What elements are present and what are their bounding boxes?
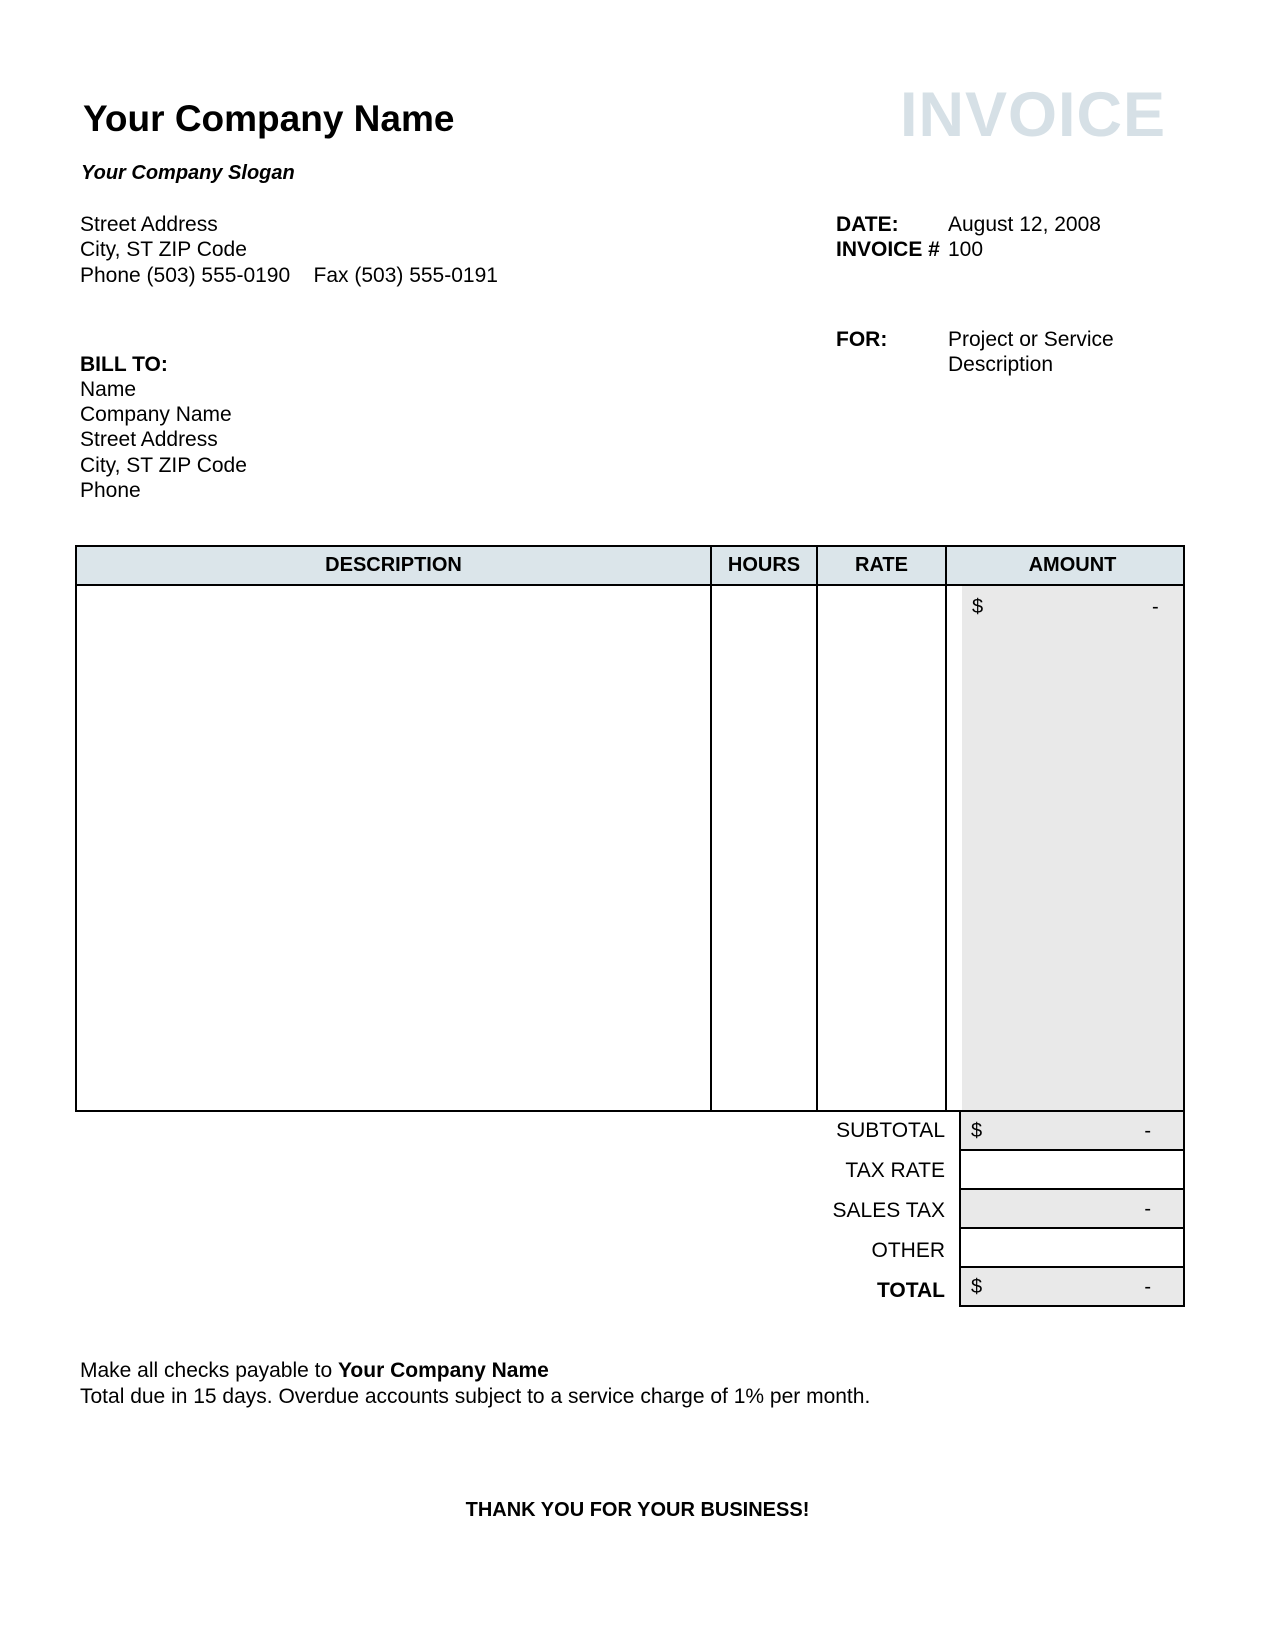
- column-divider: [816, 547, 818, 1110]
- column-header-amount: AMOUNT: [1028, 554, 1117, 576]
- row-amount-value: -: [1152, 596, 1159, 618]
- column-header-rate: RATE: [855, 554, 908, 576]
- total-label: TOTAL: [876, 1279, 945, 1302]
- for-value-line1: Project or Service: [948, 328, 1114, 351]
- date-label: DATE:: [836, 213, 899, 236]
- total-currency: $: [971, 1276, 983, 1298]
- total-value: -: [1144, 1276, 1151, 1298]
- subtotal-currency: $: [971, 1120, 983, 1142]
- bill-to-city: City, ST ZIP Code: [80, 454, 247, 477]
- company-slogan: Your Company Slogan: [81, 162, 295, 184]
- sales-tax-box: [959, 1188, 1185, 1229]
- column-divider: [710, 547, 712, 1110]
- row-amount-currency: $: [972, 596, 984, 618]
- checks-payable-line: [80, 1360, 549, 1381]
- checks-payable-company: Your Company Name: [337, 1359, 549, 1382]
- tax-rate-label: TAX RATE: [845, 1159, 945, 1182]
- company-street: Street Address: [80, 213, 218, 236]
- bill-to-label: BILL TO:: [80, 353, 168, 376]
- sales-tax-label: SALES TAX: [832, 1199, 945, 1222]
- checks-payable-prefix: Make all checks payable to: [80, 1359, 338, 1382]
- other-box[interactable]: [959, 1227, 1185, 1268]
- subtotal-label: SUBTOTAL: [836, 1119, 945, 1142]
- invoice-number-value: 100: [948, 238, 984, 261]
- invoice-title: INVOICE: [900, 80, 1167, 150]
- tax-rate-box[interactable]: [959, 1149, 1185, 1190]
- payment-terms: Total due in 15 days. Overdue accounts subject to a service charge of 1% per month.: [80, 1385, 871, 1408]
- bill-to-phone: Phone: [80, 479, 141, 502]
- company-name: Your Company Name: [83, 98, 455, 139]
- thank-you-message: THANK YOU FOR YOUR BUSINESS!: [465, 1499, 810, 1521]
- for-value-line2: Description: [948, 353, 1054, 376]
- bill-to-name: Name: [80, 378, 137, 401]
- table-header: [77, 547, 1183, 586]
- total-box: [959, 1266, 1185, 1307]
- sales-tax-value: -: [1144, 1198, 1151, 1220]
- column-header-description: DESCRIPTION: [325, 554, 462, 576]
- for-label: FOR:: [836, 328, 888, 351]
- bill-to-street: Street Address: [80, 428, 218, 451]
- line-items-table: [75, 545, 1185, 1112]
- company-city: City, ST ZIP Code: [80, 238, 247, 261]
- subtotal-box: [959, 1110, 1185, 1151]
- subtotal-value: -: [1144, 1120, 1151, 1142]
- bill-to-company: Company Name: [80, 403, 232, 426]
- invoice-number-label: INVOICE #: [836, 238, 940, 261]
- other-label: OTHER: [871, 1239, 945, 1262]
- company-phone-fax: Phone (503) 555-0190 Fax (503) 555-0191: [80, 264, 498, 287]
- column-divider: [945, 547, 947, 1110]
- date-value: August 12, 2008: [948, 213, 1101, 236]
- amount-column-shading: [962, 586, 1183, 1110]
- column-header-hours: HOURS: [727, 554, 801, 576]
